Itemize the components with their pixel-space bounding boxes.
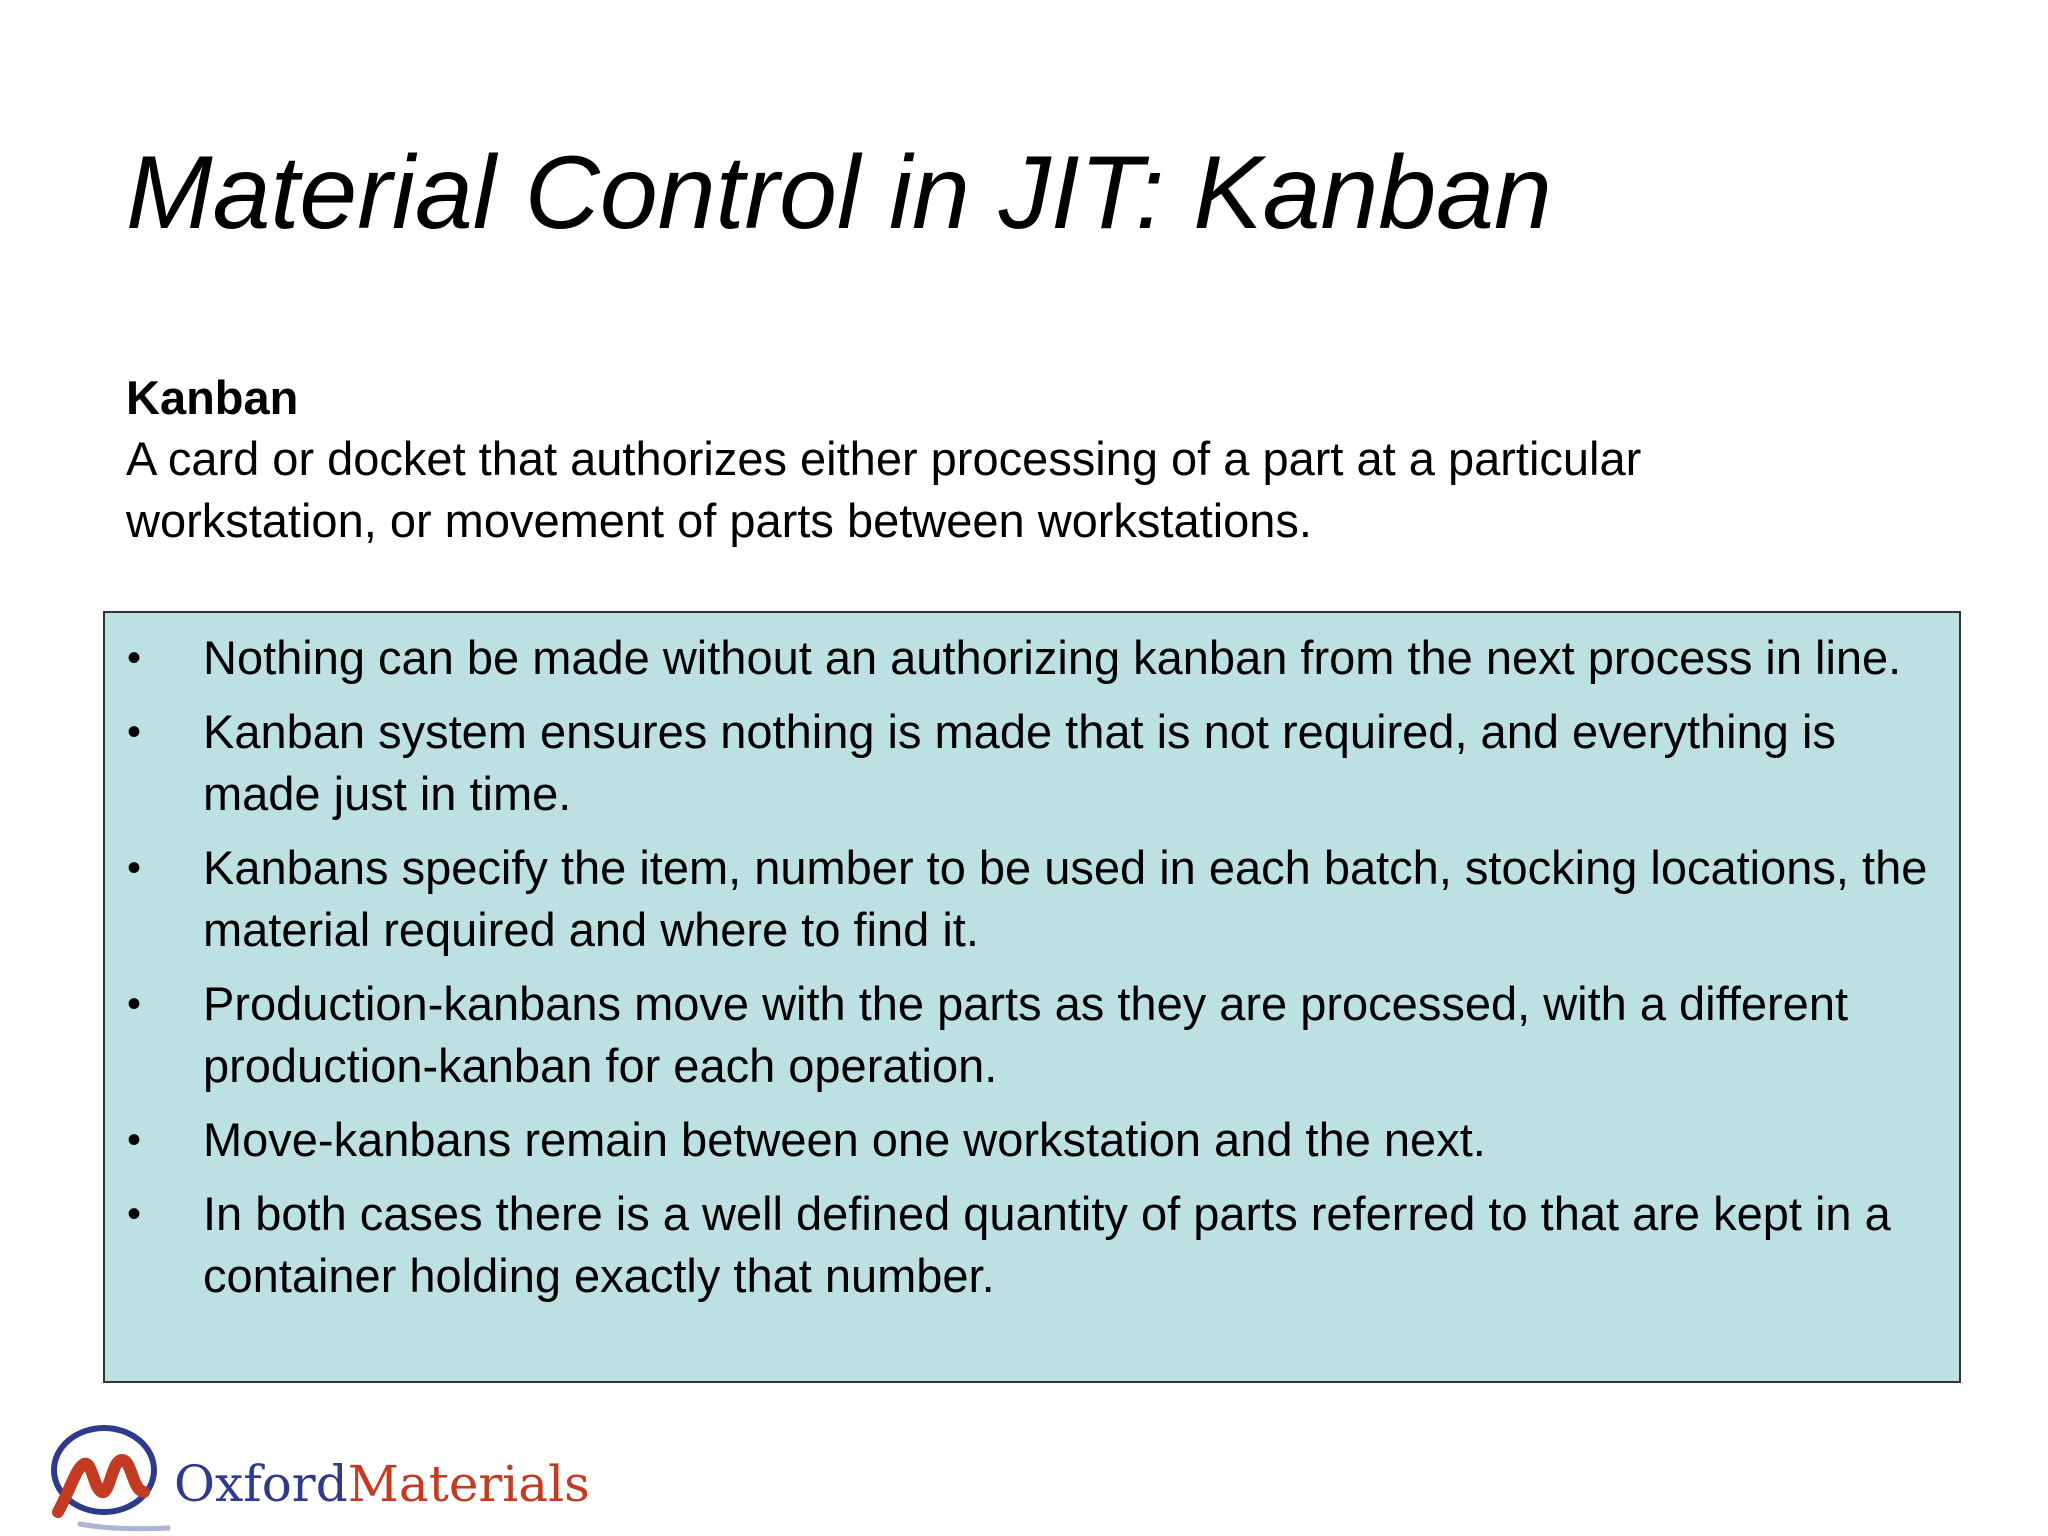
bullet-icon: • xyxy=(127,636,142,680)
oxford-materials-logo-icon xyxy=(40,1420,170,1536)
logo-text-materials: Materials xyxy=(347,1455,590,1513)
slide-title: Material Control in JIT: Kanban xyxy=(126,135,1552,251)
bullet-item xyxy=(127,837,1957,961)
bullet-item xyxy=(127,701,1957,825)
bullet-text: Move-kanbans remain between one workstation and the next. xyxy=(203,1113,1486,1166)
bullet-text: Production-kanbans move with the parts as they are processed, with a different production-kanban for each operation. xyxy=(203,977,1849,1092)
logo-wordmark xyxy=(174,1454,590,1514)
definition-text: A card or docket that authorizes either processing of a part at a particular workstation, or movement of parts between workstations. xyxy=(126,432,1642,547)
bullet-item xyxy=(127,1109,1957,1171)
bullet-text: Nothing can be made without an authorizing kanban from the next process in line. xyxy=(203,631,1902,684)
bullet-icon: • xyxy=(127,1192,142,1236)
bullet-text: Kanbans specify the item, number to be used in each batch, stocking locations, the material required and where to find it. xyxy=(203,841,1928,956)
definition-term: Kanban xyxy=(126,371,299,424)
bullet-icon: • xyxy=(127,710,142,754)
bullet-item xyxy=(127,627,1957,689)
bullet-item xyxy=(127,973,1957,1097)
bullet-text: In both cases there is a well defined quantity of parts referred to that are kept in a container holding exactly that number. xyxy=(203,1187,1891,1302)
oxford-materials-logo xyxy=(40,1420,600,1536)
bullet-icon: • xyxy=(127,846,142,890)
bullet-item xyxy=(127,1183,1957,1307)
bullet-icon: • xyxy=(127,1118,142,1162)
bullet-box xyxy=(103,611,1961,1383)
definition-block xyxy=(126,368,1946,552)
bullet-icon: • xyxy=(127,982,142,1026)
logo-text-oxford: Oxford xyxy=(174,1455,348,1513)
bullet-list xyxy=(127,627,1957,1319)
bullet-text: Kanban system ensures nothing is made that is not required, and everything is made just in time. xyxy=(203,705,1836,820)
